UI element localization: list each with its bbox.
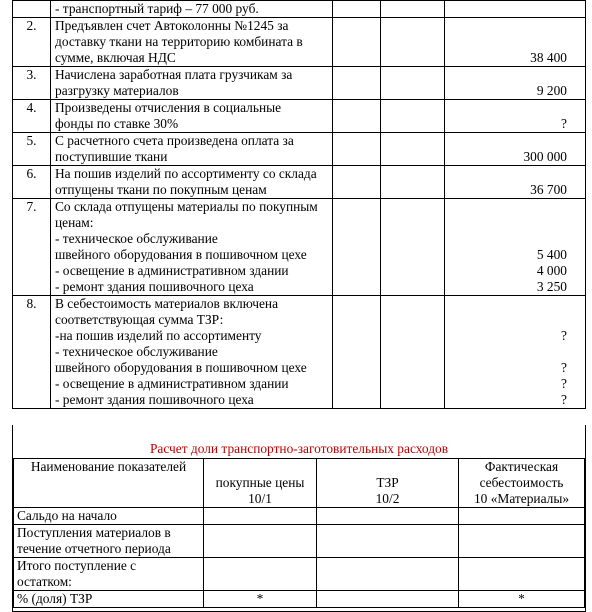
operation-row bbox=[13, 166, 586, 199]
operation-row bbox=[13, 1, 586, 18]
description-line: - техническое обслуживание bbox=[55, 231, 218, 246]
amount-value bbox=[449, 344, 567, 360]
description-line: - ремонт здания пошивочного цеха bbox=[55, 392, 254, 407]
empty-cell bbox=[381, 133, 445, 166]
actual-cost-value bbox=[459, 525, 585, 558]
description-line: - освещение в административном здании bbox=[55, 263, 289, 278]
amount-value: ? bbox=[561, 360, 567, 375]
operation-description bbox=[51, 133, 333, 166]
description-line: сумме, включая НДС bbox=[55, 50, 176, 65]
header-purchase-price: покупные цены 10/1 bbox=[204, 459, 317, 508]
description-line: На пошив изделий по ассортименту со склада bbox=[55, 166, 317, 181]
amount-value: 5 400 bbox=[536, 247, 567, 262]
operation-row bbox=[13, 18, 586, 67]
operation-description bbox=[51, 67, 333, 100]
description-line: Со склада отпущены материалы по покупным bbox=[55, 199, 318, 214]
purchase-price-value bbox=[204, 525, 317, 558]
description-line: разгрузку материалов bbox=[55, 83, 179, 98]
empty-cell bbox=[333, 166, 381, 199]
calc-row bbox=[14, 508, 585, 525]
header-tzr: ТЗР 10/2 bbox=[317, 459, 459, 508]
operations-table bbox=[12, 0, 586, 409]
purchase-price-value bbox=[204, 508, 317, 525]
operation-amount bbox=[445, 166, 586, 199]
operation-number: 4. bbox=[13, 100, 51, 133]
amount-value bbox=[449, 18, 567, 34]
empty-cell bbox=[333, 133, 381, 166]
purchase-price-value bbox=[204, 558, 317, 591]
tzr-value bbox=[317, 591, 459, 608]
empty-cell bbox=[333, 67, 381, 100]
tzr-calculation-section bbox=[12, 425, 586, 612]
empty-cell bbox=[381, 100, 445, 133]
amount-value: ? bbox=[561, 376, 567, 391]
amount-value: 36 700 bbox=[530, 182, 567, 197]
operation-description bbox=[51, 166, 333, 199]
amount-value bbox=[449, 166, 567, 182]
operation-description bbox=[51, 296, 333, 409]
amount-value: 9 200 bbox=[536, 83, 567, 98]
amount-value: 300 000 bbox=[523, 149, 567, 164]
operation-number: 5. bbox=[13, 133, 51, 166]
calc-row bbox=[14, 525, 585, 558]
description-line: поступившие ткани bbox=[55, 149, 168, 164]
tzr-value bbox=[317, 525, 459, 558]
description-line: -на пошив изделий по ассортименту bbox=[55, 328, 262, 343]
calc-row-label: Сальдо на начало bbox=[14, 508, 204, 525]
empty-cell bbox=[381, 18, 445, 67]
description-line: Произведены отчисления в социальные bbox=[55, 100, 282, 115]
empty-cell bbox=[381, 199, 445, 296]
operation-row bbox=[13, 67, 586, 100]
operation-amount bbox=[445, 199, 586, 296]
amount-value bbox=[449, 34, 567, 50]
amount-value bbox=[449, 231, 567, 247]
description-line: - освещение в административном здании bbox=[55, 376, 289, 391]
amount-value bbox=[449, 67, 567, 83]
calc-title: Расчет доли транспортно-заготовительных расходов bbox=[149, 441, 449, 456]
operation-amount bbox=[445, 296, 586, 409]
description-line: отпущены ткани по покупным ценам bbox=[55, 182, 267, 197]
operation-row bbox=[13, 296, 586, 409]
operation-description bbox=[51, 1, 333, 18]
operation-number: 8. bbox=[13, 296, 51, 409]
amount-value bbox=[449, 133, 567, 149]
amount-value: ? bbox=[561, 116, 567, 131]
header-name: Наименование показателей bbox=[14, 459, 204, 508]
amount-value: 3 250 bbox=[536, 279, 567, 294]
empty-cell bbox=[381, 1, 445, 18]
empty-cell bbox=[381, 166, 445, 199]
amount-value bbox=[449, 296, 567, 312]
amount-value bbox=[449, 215, 567, 231]
description-line: доставку ткани на территорию комбината в bbox=[55, 34, 303, 49]
operation-description bbox=[51, 199, 333, 296]
tzr-value bbox=[317, 558, 459, 591]
amount-value: 4 000 bbox=[536, 263, 567, 278]
operation-number: 3. bbox=[13, 67, 51, 100]
operation-amount bbox=[445, 1, 586, 18]
amount-value: ? bbox=[561, 392, 567, 407]
description-line: швейного оборудования в пошивочном цехе bbox=[55, 247, 307, 262]
empty-cell bbox=[333, 100, 381, 133]
description-line: В себестоимость материалов включена bbox=[55, 296, 279, 311]
description-line: - ремонт здания пошивочного цеха bbox=[55, 279, 254, 294]
description-line: С расчетного счета произведена оплата за bbox=[55, 133, 294, 148]
purchase-price-value: * bbox=[204, 591, 317, 608]
description-line: соответствующая сумма ТЗР: bbox=[55, 312, 224, 327]
operation-number: 2. bbox=[13, 18, 51, 67]
tzr-value bbox=[317, 508, 459, 525]
operation-row bbox=[13, 199, 586, 296]
empty-cell bbox=[333, 1, 381, 18]
operation-amount bbox=[445, 100, 586, 133]
empty-cell bbox=[333, 199, 381, 296]
description-line: Начислена заработная плата грузчикам за bbox=[55, 67, 293, 82]
calc-row-label: Поступления материалов в течение отчетного периода bbox=[14, 525, 204, 558]
calc-header-row bbox=[14, 459, 585, 508]
actual-cost-value bbox=[459, 508, 585, 525]
description-line: - транспортный тариф – 77 000 руб. bbox=[55, 1, 259, 16]
calc-row-label: % (доля) ТЗР bbox=[14, 591, 204, 608]
operation-number bbox=[13, 1, 51, 18]
empty-cell bbox=[381, 67, 445, 100]
empty-cell bbox=[381, 296, 445, 409]
description-line: ценам: bbox=[55, 215, 94, 230]
actual-cost-value: * bbox=[459, 591, 585, 608]
operation-description bbox=[51, 100, 333, 133]
operation-row bbox=[13, 100, 586, 133]
actual-cost-value bbox=[459, 558, 585, 591]
calc-row bbox=[14, 591, 585, 608]
operation-amount bbox=[445, 67, 586, 100]
amount-value: 38 400 bbox=[530, 50, 567, 65]
amount-value bbox=[449, 312, 567, 328]
empty-cell bbox=[333, 18, 381, 67]
tzr-calculation-table bbox=[13, 458, 585, 608]
description-line: - техническое обслуживание bbox=[55, 344, 218, 359]
operation-number: 6. bbox=[13, 166, 51, 199]
calc-row bbox=[14, 558, 585, 591]
amount-value bbox=[449, 100, 567, 116]
empty-cell bbox=[333, 296, 381, 409]
header-actual-cost: Фактическая себестоимость 10 «Материалы» bbox=[459, 459, 585, 508]
description-line: Предъявлен счет Автоколонны №1245 за bbox=[55, 18, 289, 33]
amount-value bbox=[449, 199, 567, 215]
operation-amount bbox=[445, 18, 586, 67]
amount-value: ? bbox=[561, 328, 567, 343]
operation-amount bbox=[445, 133, 586, 166]
operation-number: 7. bbox=[13, 199, 51, 296]
operation-description bbox=[51, 18, 333, 67]
description-line: швейного оборудования в пошивочном цехе bbox=[55, 360, 307, 375]
operation-row bbox=[13, 133, 586, 166]
description-line: фонды по ставке 30% bbox=[55, 116, 179, 131]
calc-row-label: Итого поступление с остатком: bbox=[14, 558, 204, 591]
